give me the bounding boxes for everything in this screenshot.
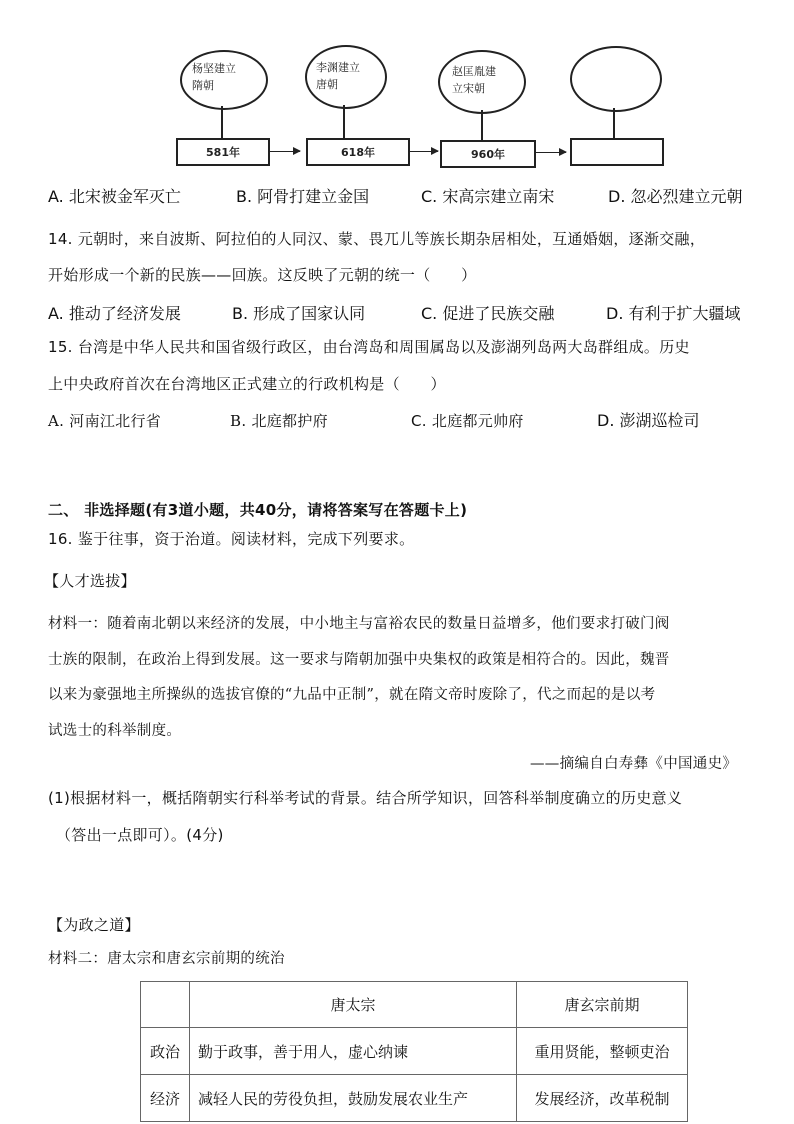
q14-option-d: D. 有利于扩大疆域 [606,304,741,323]
table-header-cell: 唐玄宗前期 [517,982,688,1028]
event-bubble-blank [570,46,662,112]
table-header-cell [141,982,190,1028]
q16-1-line1: (1)根据材料一，概括隋朝实行科举考试的背景。结合所学知识，回答科举制度确立的历史意义 [48,789,683,807]
q15-option-b: B. 北庭都护府 [230,412,328,430]
q14-option-a: A. 推动了经济发展 [48,304,181,323]
table-row [141,1075,688,1122]
event-text: 赵匡胤建 立宋朝 [452,65,496,95]
material1-line2: 士族的限制，在政治上得到发展。这一要求与隋朝加强中央集权的政策是相符合的。因此，魏晋 [48,652,670,668]
table-cell: 重用贤能，整顿吏治 [517,1028,688,1075]
table-cell: 经济 [141,1075,190,1122]
timeline-arrow [410,151,438,152]
q14-stem-line2: 开始形成一个新的民族——回族。这反映了元朝的统一（ ） [48,266,477,284]
q14-stem-line1: 14. 元朝时，来自波斯、阿拉伯的人同汉、蒙、畏兀儿等族长期杂居相处，互通婚姻，逐渐交融， [48,230,706,248]
year-box: 618年 [306,138,410,166]
material1-line3: 以来为豪强地主所操纵的选拔官僚的“九品中正制”，就在隋文帝时废除了，代之而起的是以考 [48,687,656,703]
q13-option-b: B. 阿骨打建立金国 [236,187,370,206]
table-cell: 发展经济，改革税制 [517,1075,688,1122]
event-stem [221,106,223,138]
material1-line4: 试选士的科举制度。 [48,723,182,739]
q14-option-c: C. 促进了民族交融 [421,304,555,323]
material2-title: 材料二：唐太宗和唐玄宗前期的统治 [48,951,285,967]
q15-option-a: A. 河南江北行省 [48,412,162,430]
comparison-table [140,981,688,1122]
q15-stem-line1: 15. 台湾是中华人民共和国省级行政区，由台湾岛和周围属岛以及澎湖列岛两大岛群组成。历史 [48,338,690,356]
event-stem [481,110,483,140]
q15-option-c: C. 北庭都元帅府 [411,412,524,430]
event-stem [343,105,345,138]
timeline-arrow [536,152,566,153]
part1-title: 【人才选拔】 [44,572,136,590]
table-header-cell: 唐太宗 [190,982,517,1028]
material1-source: ——摘编自白寿彝《中国通史》 [530,756,738,772]
q15-option-d: D. 澎湖巡检司 [597,411,700,430]
table-cell: 减轻人民的劳役负担，鼓励发展农业生产 [190,1075,517,1122]
table-header-row [141,982,688,1028]
year-box: 581年 [176,138,270,166]
q13-option-d: D. 忽必烈建立元朝 [608,187,743,206]
table-cell: 勤于政事，善于用人，虚心纳谏 [190,1028,517,1075]
q14-option-b: B. 形成了国家认同 [232,304,366,323]
material1-line1: 材料一：随着南北朝以来经济的发展，中小地主与富裕农民的数量日益增多，他们要求打破门阀 [48,616,670,632]
q13-option-a: A. 北宋被金军灭亡 [48,187,181,206]
q13-option-c: C. 宋高宗建立南宋 [421,187,555,206]
q16-intro: 16. 鉴于往事，资于治道。阅读材料，完成下列要求。 [48,530,415,548]
event-stem [613,108,615,138]
year-box-blank [570,138,664,166]
year-box: 960年 [440,140,536,168]
event-text: 李渊建立 唐朝 [316,61,360,91]
table-cell: 政治 [141,1028,190,1075]
timeline-arrow [270,151,300,152]
event-text: 杨坚建立 隋朝 [192,62,236,92]
q15-stem-line2: 上中央政府首次在台湾地区正式建立的行政机构是（ ） [48,375,446,393]
section-heading: 二、 非选择题(有3道小题，共40分，请将答案写在答题卡上) [48,501,468,519]
part2-title: 【为政之道】 [48,916,140,934]
table-row [141,1028,688,1075]
q16-1-line2: （答出一点即可）。(4分) [56,826,224,844]
